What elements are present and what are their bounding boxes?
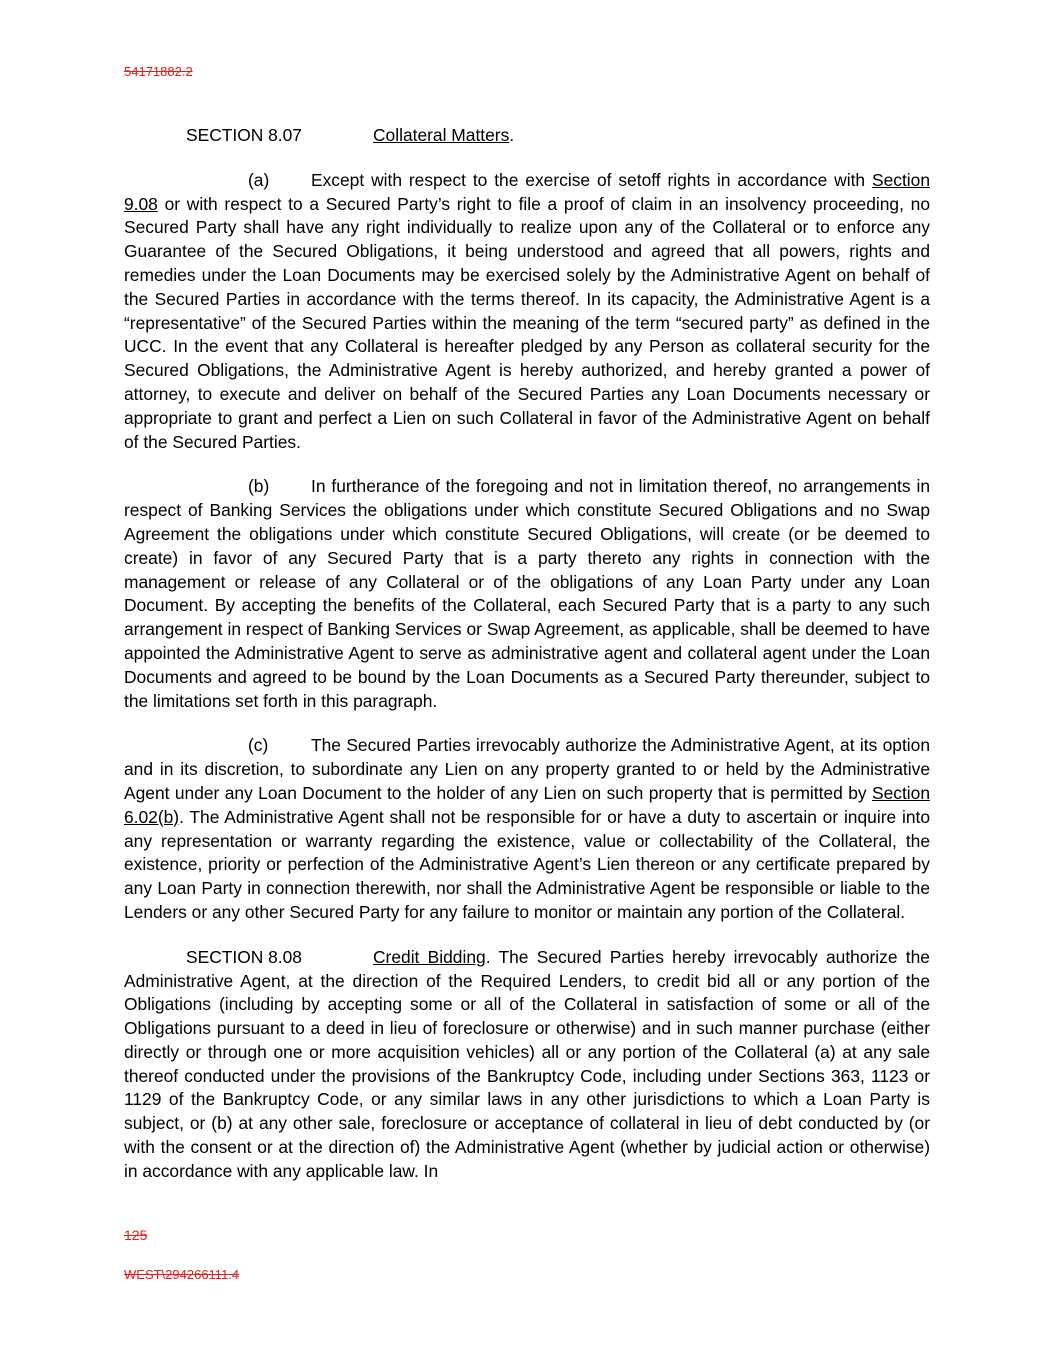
paragraph-text: The Secured Parties irrevocably authorize the Administrative Agent, at its option and in its discretion, to subordinate any Lien on any property granted to or held by the Administrative Agent under any Loan Document to the holder of any Lien on such property that is permitted by <box>124 735 930 803</box>
paragraph-marker: (a) <box>248 169 270 190</box>
paragraph-text: . The Administrative Agent shall not be responsible for or have a duty to ascertain or inquire into any representation or warranty regarding the existence, value or collectability of the Collateral, the existence, priority or perfection of the Administrative Agent’s Lien thereon or any certificate prepared by any Loan Party in connection therewith, nor shall the Administrative Agent be responsible or liable to the Lenders or any other Secured Party for any failure to monitor or maintain any portion of the Collateral. <box>124 806 930 922</box>
footer-page-number: 125 <box>124 1227 148 1243</box>
paragraph-b <box>124 475 930 713</box>
paragraph-text: Except with respect to the exercise of setoff rights in accordance with <box>311 169 872 190</box>
section-8-08-paragraph <box>124 946 930 1184</box>
section-title: Credit Bidding <box>373 946 486 967</box>
document-body <box>124 124 930 1184</box>
section-title: Collateral Matters <box>373 125 510 145</box>
section-reference: Section 9.08 <box>124 169 930 214</box>
footer-doc-id: WEST\294266111.4 <box>124 1267 240 1282</box>
section-title-period: . <box>509 125 515 145</box>
paragraph-text: or with respect to a Secured Party’s right to file a proof of claim in an insolvency proceeding, no Secured Party shall have any right individually to realize upon any of the Collateral or to enforce any Guarantee of the Secured Obligations, it being understood and agreed that all powers, rights and remedies under the Loan Documents may be exercised solely by the Administrative Agent on behalf of the Secured Parties in accordance with the terms thereof. In its capacity, the Administrative Agent is a “representative” of the Secured Parties within the meaning of the term “secured party” as defined in the UCC. In the event that any Collateral is hereafter pledged by any Person as collateral security for the Secured Obligations, the Administrative Agent is hereby authorized, and hereby granted a power of attorney, to execute and deliver on behalf of the Secured Parties any Loan Documents necessary or appropriate to grant and perfect a Lien on such Collateral in favor of the Administrative Agent on behalf of the Secured Parties. <box>124 193 930 452</box>
section-8-07-heading <box>124 124 930 148</box>
paragraph-text: . The Secured Parties hereby irrevocably authorize the Administrative Agent, at the direction of the Required Lenders, to credit bid all or any portion of the Obligations (including by accepting some or all of the Collateral in satisfaction of some or all of the Obligations pursuant to a deed in lieu of foreclosure or otherwise) and in such manner purchase (either directly or through one or more acquisition vehicles) all or any portion of the Collateral (a) at any sale thereof conducted under the provisions of the Bankruptcy Code, including under Sections 363, 1123 or 1129 of the Bankruptcy Code, or any similar laws in any other jurisdictions to which a Loan Party is subject, or (b) at any other sale, foreclosure or acceptance of collateral in lieu of debt conducted by (or with the consent or at the direction of) the Administrative Agent (whether by judicial action or otherwise) in accordance with any applicable law. In <box>124 946 930 1181</box>
paragraph-marker: (b) <box>248 476 270 497</box>
paragraph-c <box>124 734 930 924</box>
paragraph-marker: (c) <box>248 735 269 756</box>
section-number: SECTION 8.07 <box>186 125 302 145</box>
paragraph-text: In furtherance of the foregoing and not in limitation thereof, no arrangements in respect of Banking Services the obligations under which constitute Secured Obligations and no Swap Agreement the obligations under which constitute Secured Obligations, will create (or be deemed to create) in favor of any Secured Party that is a party thereto any rights in connection with the management or release of any Collateral or of the obligations of any Loan Party under any Loan Document. By accepting the benefits of the Collateral, each Secured Party that is a party to any such arrangement in respect of Banking Services or Swap Agreement, as applicable, shall be deemed to have appointed the Administrative Agent to serve as administrative agent and collateral agent under the Loan Documents and agreed to be bound by the Loan Documents as a Secured Party thereunder, subject to the limitations set forth in this paragraph. <box>124 476 930 711</box>
section-reference: Section 6.02(b) <box>124 782 930 827</box>
section-number: SECTION 8.08 <box>186 946 302 967</box>
header-doc-id: 54171882.2 <box>124 64 193 79</box>
paragraph-a <box>124 169 930 455</box>
